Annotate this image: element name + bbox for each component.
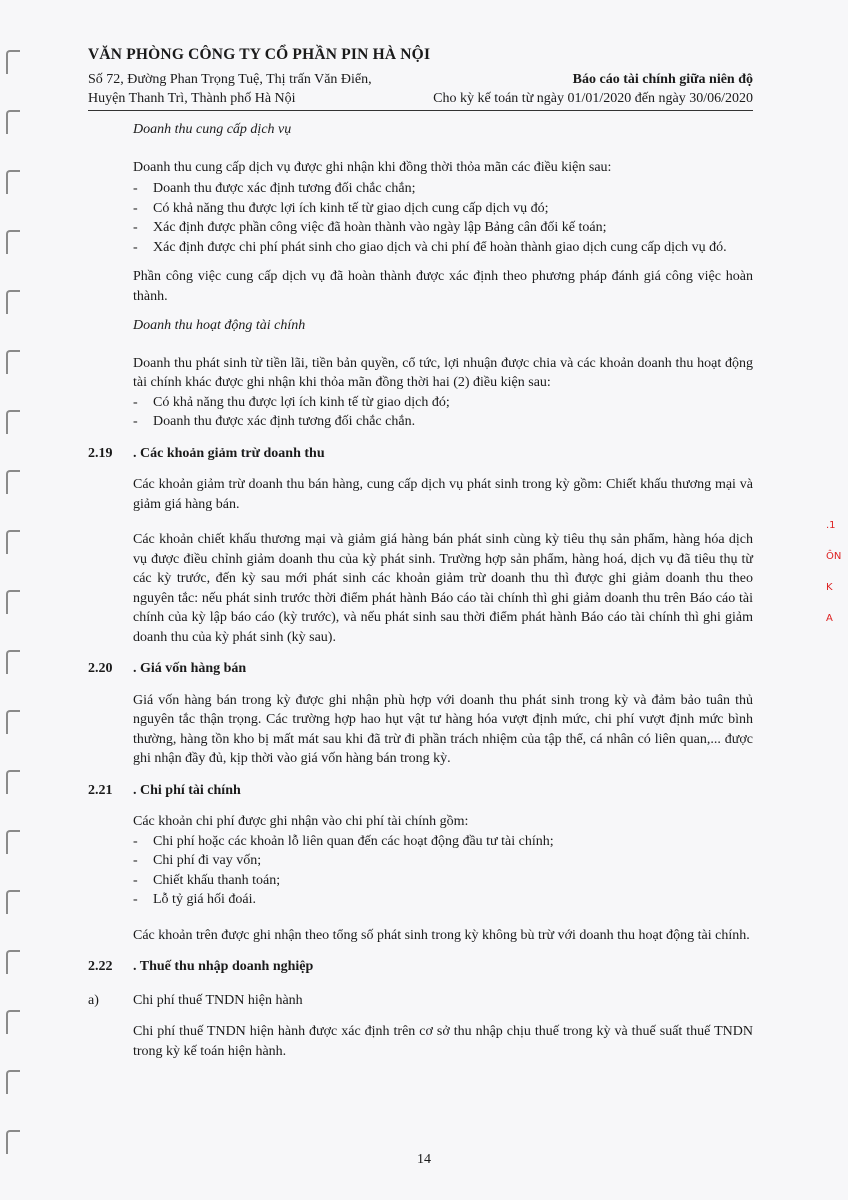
address-line-1: Số 72, Đường Phan Trọng Tuệ, Thị trấn Văn Điển, bbox=[88, 72, 372, 87]
red-stamp-fragment: .1 ÔN K A bbox=[826, 520, 842, 624]
financial-revenue-intro: Doanh thu phát sinh từ tiền lãi, tiền bản quyền, cổ tức, lợi nhuận được chia và các khoản doanh thu hoạt động tài chính khác được ghi nhận khi thỏa mãn đồng thời hai (2) điều kiện sau: bbox=[133, 355, 753, 390]
list-item: - Chi phí đi vay vốn; bbox=[133, 851, 753, 871]
section-2-20-heading bbox=[88, 659, 753, 679]
list-item: - Lỗ tỷ giá hối đoái. bbox=[133, 890, 753, 910]
page-content bbox=[88, 120, 753, 1069]
address-line-2: Huyện Thanh Trì, Thành phố Hà Nội bbox=[88, 91, 296, 106]
subitem-label: a) bbox=[88, 992, 99, 1008]
header-rule bbox=[88, 110, 753, 111]
section-2-21-heading bbox=[88, 781, 753, 801]
financial-revenue-title: Doanh thu hoạt động tài chính bbox=[133, 318, 306, 333]
section-2-19-p2: Các khoản chiết khấu thương mại và giảm giá hàng bán phát sinh cùng kỳ tiêu thụ sản phẩm, hàng hóa dịch vụ được điều chỉnh giảm doanh thu của kỳ phát sinh. Trường hợp sản phẩm, hàng hoá, dịch vụ đã tiêu thụ từ các kỳ trước, đến kỳ sau mới phát sinh các khoản giảm trừ doanh thu thì được ghi giảm doanh thu theo nguyên tắc: nếu phát sinh trước thời điểm phát hành Báo cáo tài chính thì ghi giảm doanh thu trên Báo cáo tài chính của kỳ lập báo cáo (kỳ trước), và nếu phát sinh sau thời điểm phát hành Báo cáo tài chính thì ghi giảm doanh thu của kỳ phát sinh (kỳ sau). bbox=[133, 532, 753, 645]
section-2-22-a-text: Chi phí thuế TNDN hiện hành được xác định trên cơ sở thu nhập chịu thuế trong kỳ và thuế suất thuế TNDN trong kỳ kế toán hiện hành. bbox=[133, 1024, 753, 1059]
section-title: . Giá vốn hàng bán bbox=[133, 661, 247, 676]
page-number: 14 bbox=[417, 1152, 431, 1167]
page-header bbox=[88, 46, 753, 111]
section-2-22-a-heading bbox=[88, 991, 753, 1011]
list-item: - Có khả năng thu được lợi ích kinh tế từ giao dịch cung cấp dịch vụ đó; bbox=[133, 199, 753, 219]
report-period: Cho kỳ kế toán từ ngày 01/01/2020 đến ngày 30/06/2020 bbox=[433, 91, 753, 106]
service-revenue-title: Doanh thu cung cấp dịch vụ bbox=[133, 122, 292, 137]
service-revenue-note: Phần công việc cung cấp dịch vụ đã hoàn thành được xác định theo phương pháp đánh giá công việc hoàn thành. bbox=[133, 269, 753, 304]
financial-revenue-conditions bbox=[133, 393, 753, 432]
list-item: - Chiết khấu thanh toán; bbox=[133, 871, 753, 891]
binding-holes bbox=[6, 40, 22, 1180]
section-2-19-heading bbox=[88, 444, 753, 464]
section-title: . Các khoản giảm trừ doanh thu bbox=[133, 445, 325, 461]
section-number: 2.21 bbox=[88, 782, 113, 798]
company-name: VĂN PHÒNG CÔNG TY CỔ PHẦN PIN HÀ NỘI bbox=[88, 46, 431, 63]
service-revenue-intro: Doanh thu cung cấp dịch vụ được ghi nhận khi đồng thời thỏa mãn các điều kiện sau: bbox=[133, 159, 612, 175]
section-2-21-p2: Các khoản trên được ghi nhận theo tổng số phát sinh trong kỳ không bù trừ với doanh thu hoạt động tài chính. bbox=[133, 927, 750, 943]
section-2-21-intro: Các khoản chi phí được ghi nhận vào chi phí tài chính gồm: bbox=[133, 814, 469, 829]
section-2-19-p1: Các khoản giảm trừ doanh thu bán hàng, cung cấp dịch vụ phát sinh trong kỳ gồm: Chiết khấu thương mại và giảm giá hàng bán. bbox=[133, 477, 753, 512]
section-title: . Thuế thu nhập doanh nghiệp bbox=[133, 959, 314, 974]
list-item: - Doanh thu được xác định tương đối chắc chắn. bbox=[133, 412, 753, 432]
section-2-20-p1: Giá vốn hàng bán trong kỳ được ghi nhận phù hợp với doanh thu phát sinh trong kỳ và đảm bảo tuân thủ nguyên tắc thận trọng. Các trường hợp hao hụt vật tư hàng hóa vượt định mức, chi phí vượt định mức bình thường, hàng tồn kho bị mất mát sau khi đã trừ đi phần trách nhiệm của tập thể, cá nhân có liên quan,... được ghi nhận đầy đủ, kịp thời vào giá vốn hàng bán trong kỳ. bbox=[133, 692, 753, 766]
list-item: - Xác định được chi phí phát sinh cho giao dịch và chi phí để hoàn thành giao dịch cung cấp dịch vụ đó. bbox=[133, 238, 753, 258]
report-title: Báo cáo tài chính giữa niên độ bbox=[572, 72, 753, 87]
subitem-title: Chi phí thuế TNDN hiện hành bbox=[133, 992, 303, 1008]
list-item: - Có khả năng thu được lợi ích kinh tế từ giao dịch đó; bbox=[133, 393, 753, 413]
list-item: - Doanh thu được xác định tương đối chắc chắn; bbox=[133, 179, 753, 199]
service-revenue-conditions bbox=[133, 179, 753, 257]
finance-cost-items bbox=[133, 832, 753, 910]
section-2-22-heading bbox=[88, 957, 753, 977]
list-item: - Xác định được phần công việc đã hoàn thành vào ngày lập Bảng cân đối kế toán; bbox=[133, 218, 753, 238]
section-number: 2.19 bbox=[88, 445, 113, 461]
section-title: . Chi phí tài chính bbox=[133, 782, 241, 798]
section-number: 2.20 bbox=[88, 661, 113, 676]
list-item: - Chi phí hoặc các khoản lỗ liên quan đến các hoạt động đầu tư tài chính; bbox=[133, 832, 753, 852]
section-number: 2.22 bbox=[88, 959, 113, 974]
